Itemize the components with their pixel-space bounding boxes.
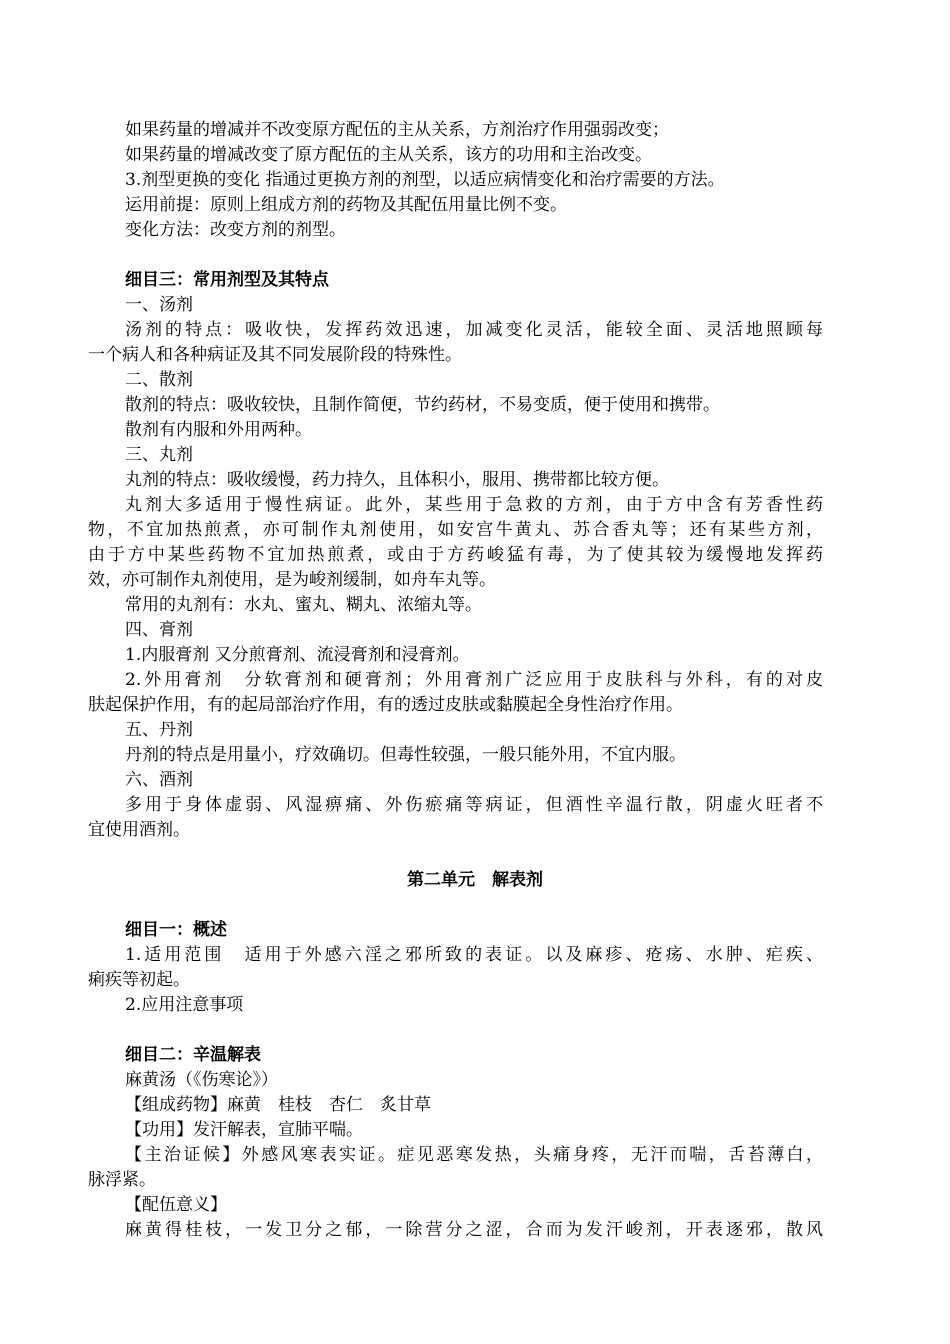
paragraph-line: 如果药量的增减并不改变原方配伍的主从关系，方剂治疗作用强弱改变； bbox=[125, 120, 669, 140]
paragraph-line: 2.外用膏剂 分软膏剂和硬膏剂；外用膏剂广泛应用于皮肤科与外科，有的对皮 bbox=[125, 670, 823, 690]
formula-title: 麻黄汤（《伤寒论》） bbox=[125, 1070, 278, 1090]
section-heading: 细目三：常用剂型及其特点 bbox=[125, 270, 329, 290]
paragraph-line: 痢疾等初起。 bbox=[88, 970, 190, 990]
paragraph-line: 【功用】发汗解表，宣肺平喘。 bbox=[125, 1120, 363, 1140]
paragraph-line: 脉浮紧。 bbox=[88, 1170, 156, 1190]
paragraph-line: 物，不宜加热煎煮，亦可制作丸剂使用，如安宫牛黄丸、苏合香丸等；还有某些方剂， bbox=[88, 520, 823, 540]
paragraph-line: 2.应用注意事项 bbox=[125, 995, 244, 1015]
paragraph-line: 效，亦可制作丸剂使用，是为峻剂缓制，如舟车丸等。 bbox=[88, 570, 496, 590]
paragraph-line: 【组成药物】麻黄 桂枝 杏仁 炙甘草 bbox=[125, 1095, 431, 1115]
subheading: 六、酒剂 bbox=[125, 770, 193, 790]
paragraph-line: 汤剂的特点：吸收快，发挥药效迅速，加减变化灵活，能较全面、灵活地照顾每 bbox=[125, 320, 823, 340]
unit-title: 第二单元 解表剂 bbox=[407, 870, 543, 890]
paragraph-line: 【配伍意义】 bbox=[125, 1195, 227, 1215]
paragraph-line: 麻黄得桂枝，一发卫分之郁，一除营分之涩，合而为发汗峻剂，开表逐邪，散风 bbox=[125, 1220, 823, 1240]
paragraph-line: 宜使用酒剂。 bbox=[88, 820, 190, 840]
section-heading: 细目二：辛温解表 bbox=[125, 1045, 261, 1065]
paragraph-line: 1.内服膏剂 又分煎膏剂、流浸膏剂和浸膏剂。 bbox=[125, 645, 470, 665]
paragraph-line: 常用的丸剂有：水丸、蜜丸、糊丸、浓缩丸等。 bbox=[125, 595, 482, 615]
paragraph-line: 散剂的特点：吸收较快，且制作简便，节约药材，不易变质，便于使用和携带。 bbox=[125, 395, 720, 415]
paragraph-line: 变化方法：改变方剂的剂型。 bbox=[125, 220, 346, 240]
paragraph-line: 1.适用范围 适用于外感六淫之邪所致的表证。以及麻疹、疮疡、水肿、疟疾、 bbox=[125, 945, 823, 965]
paragraph-line: 【主治证候】外感风寒表实证。症见恶寒发热，头痛身疼，无汗而喘，舌苔薄白， bbox=[125, 1145, 823, 1165]
paragraph-line: 运用前提：原则上组成方剂的药物及其配伍用量比例不变。 bbox=[125, 195, 567, 215]
paragraph-line: 一个病人和各种病证及其不同发展阶段的特殊性。 bbox=[88, 345, 462, 365]
subheading: 一、汤剂 bbox=[125, 295, 193, 315]
section-heading: 细目一：概述 bbox=[125, 920, 227, 940]
subheading: 五、丹剂 bbox=[125, 720, 193, 740]
paragraph-line: 丸剂大多适用于慢性病证。此外，某些用于急救的方剂，由于方中含有芳香性药 bbox=[125, 495, 823, 515]
paragraph-line: 丸剂的特点：吸收缓慢，药力持久，且体积小，服用、携带都比较方便。 bbox=[125, 470, 669, 490]
paragraph-line: 3.剂型更换的变化 指通过更换方剂的剂型，以适应病情变化和治疗需要的方法。 bbox=[125, 170, 725, 190]
subheading: 三、丸剂 bbox=[125, 445, 193, 465]
paragraph-line: 丹剂的特点是用量小，疗效确切。但毒性较强，一般只能外用，不宜内服。 bbox=[125, 745, 686, 765]
paragraph-line: 由于方中某些药物不宜加热煎煮，或由于方药峻猛有毒，为了使其较为缓慢地发挥药 bbox=[88, 545, 823, 565]
paragraph-line: 散剂有内服和外用两种。 bbox=[125, 420, 312, 440]
paragraph-line: 肤起保护作用，有的起局部治疗作用，有的透过皮肤或黏膜起全身性治疗作用。 bbox=[88, 695, 683, 715]
subheading: 二、散剂 bbox=[125, 370, 193, 390]
paragraph-line: 如果药量的增减改变了原方配伍的主从关系，该方的功用和主治改变。 bbox=[125, 145, 652, 165]
paragraph-line: 多用于身体虚弱、风湿痹痛、外伤瘀痛等病证，但酒性辛温行散，阴虚火旺者不 bbox=[125, 795, 823, 815]
subheading: 四、膏剂 bbox=[125, 620, 193, 640]
